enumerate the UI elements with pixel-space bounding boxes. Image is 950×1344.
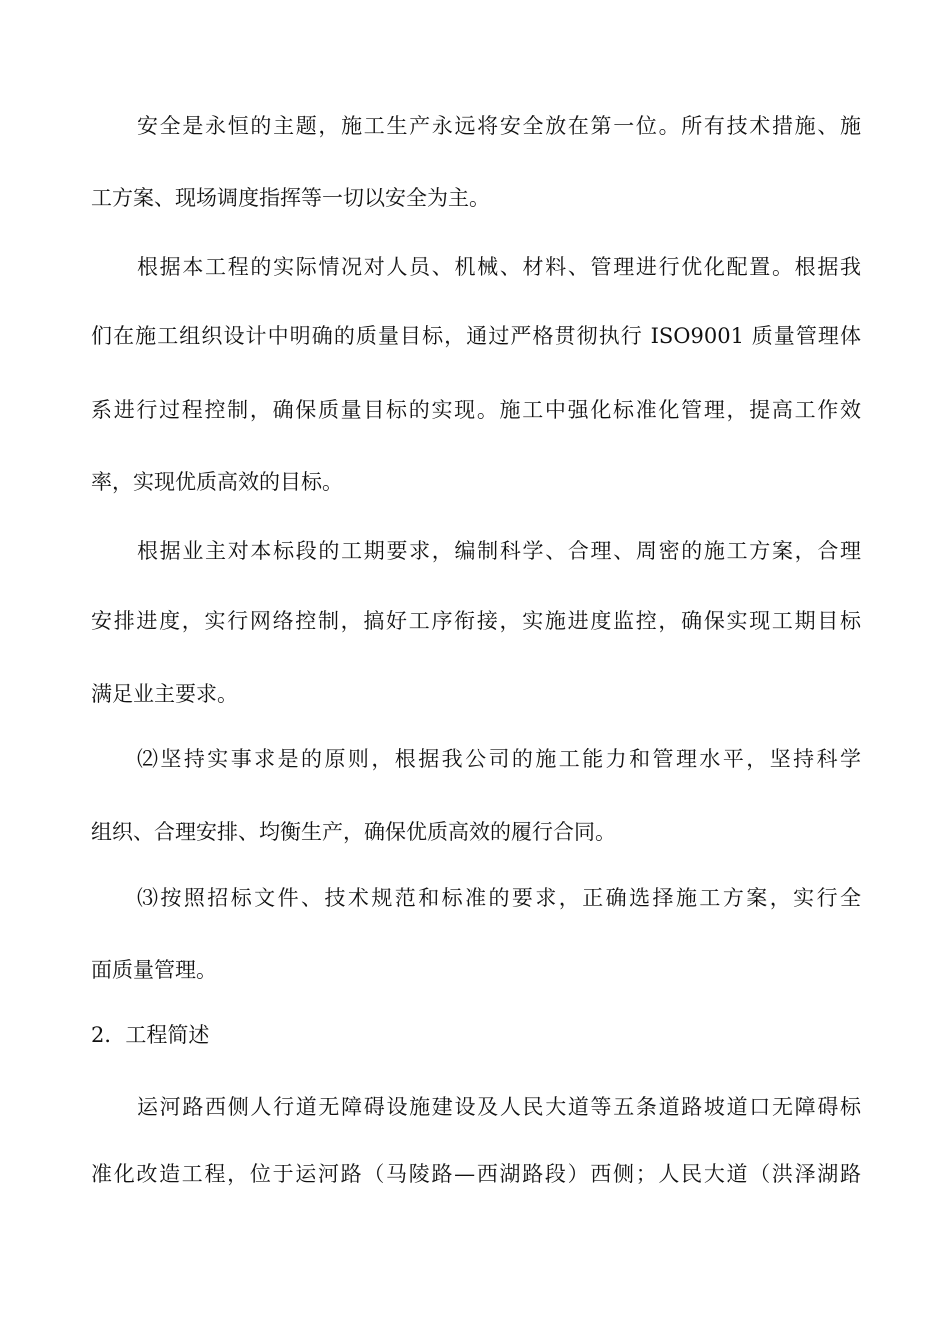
section-heading: 2．工程简述 [91,1023,210,1047]
paragraph-5-line-1: ⑶按照招标文件、技术规范和标准的要求，正确选择施工方案，实行全 [137,886,861,910]
paragraph-3-line-3: 满足业主要求。 [91,682,238,706]
paragraph-4-line-1: ⑵坚持实事求是的原则，根据我公司的施工能力和管理水平，坚持科学 [137,747,861,771]
paragraph-3-line-1: 根据业主对本标段的工期要求，编制科学、合理、周密的施工方案，合理 [137,539,861,563]
paragraph-2-line-4: 率，实现优质高效的目标。 [91,470,343,494]
paragraph-1-line-1: 安全是永恒的主题，施工生产永远将安全放在第一位。所有技术措施、施 [137,114,861,138]
paragraph-6-line-1: 运河路西侧人行道无障碍设施建设及人民大道等五条道路坡道口无障碍标 [137,1095,861,1119]
paragraph-5-line-2: 面质量管理。 [91,958,217,982]
paragraph-6-line-2: 准化改造工程，位于运河路（马陵路—西湖路段）西侧；人民大道（洪泽湖路 [91,1162,861,1186]
paragraph-4-line-2: 组织、合理安排、均衡生产，确保优质高效的履行合同。 [91,820,616,844]
paragraph-3-line-2: 安排进度，实行网络控制，搞好工序衔接，实施进度监控，确保实现工期目标 [91,609,861,633]
paragraph-2-line-2: 们在施工组织设计中明确的质量目标，通过严格贯彻执行 ISO9001 质量管理体 [91,324,861,348]
paragraph-1-line-2: 工方案、现场调度指挥等一切以安全为主。 [91,186,490,210]
paragraph-2-line-3: 系进行过程控制，确保质量目标的实现。施工中强化标准化管理，提高工作效 [91,398,861,422]
paragraph-2-line-1: 根据本工程的实际情况对人员、机械、材料、管理进行优化配置。根据我 [137,255,861,279]
